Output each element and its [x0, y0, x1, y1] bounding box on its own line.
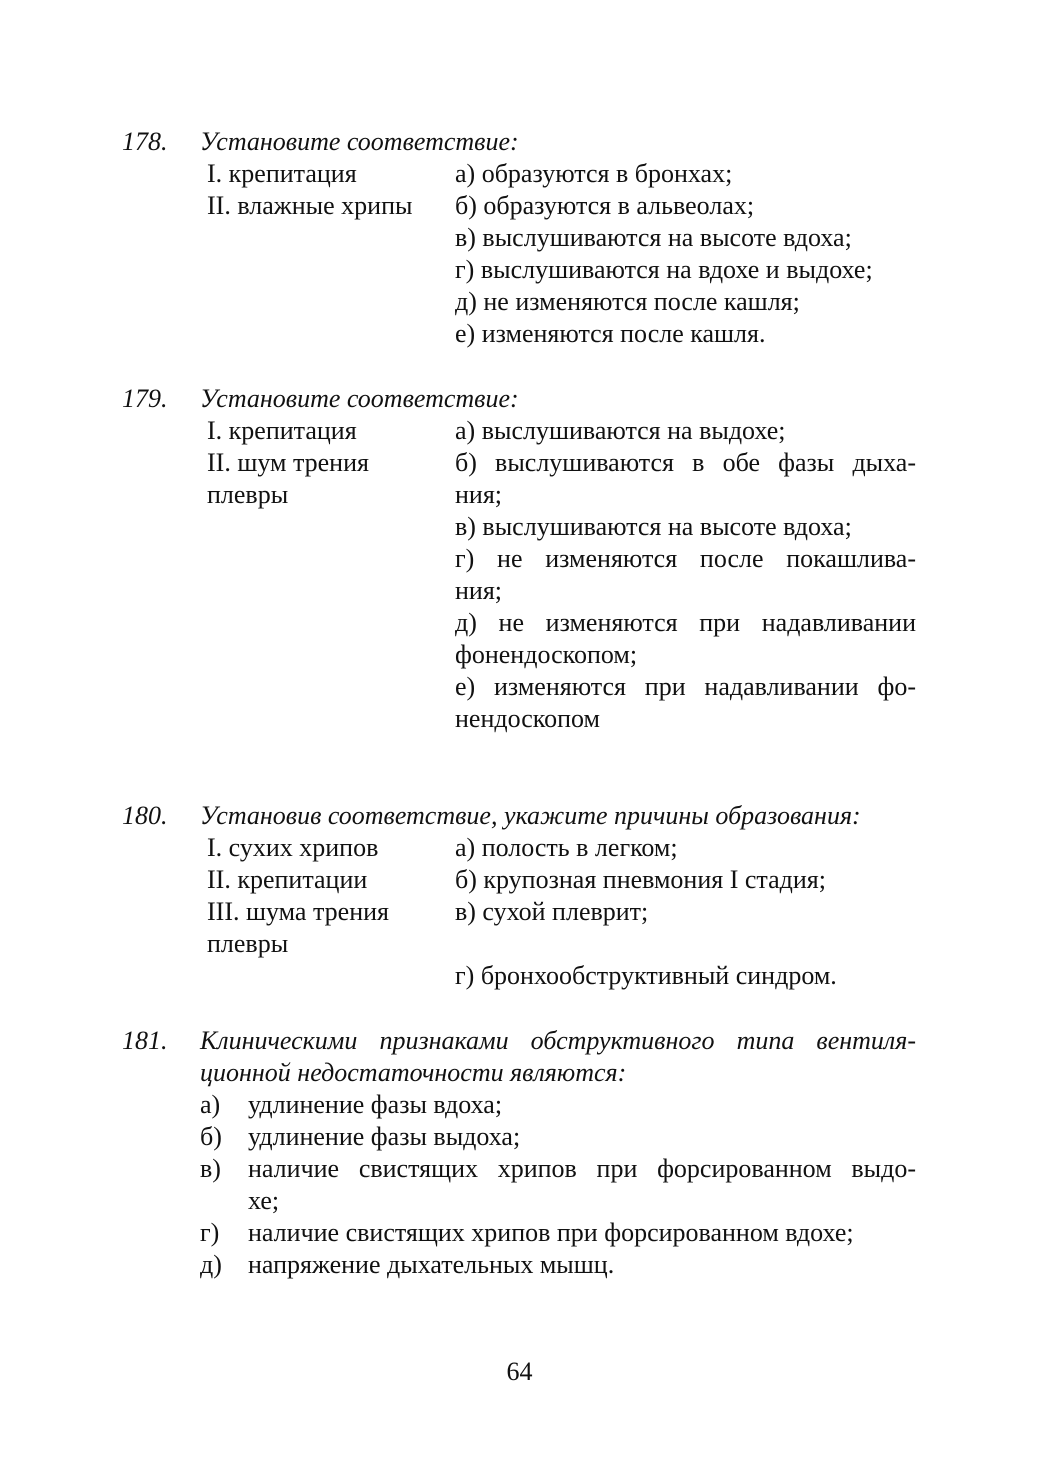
match-left-item: I. крепитация: [207, 416, 357, 445]
option-text: напряжение дыхательных мышц.: [248, 1250, 615, 1279]
option-label: в): [200, 1154, 221, 1183]
match-right-item: в) сухой плеврит;: [455, 897, 649, 926]
option-text: удлинение фазы выдоха;: [248, 1122, 521, 1151]
match-right-item: б) крупозная пневмония I стадия;: [455, 865, 826, 894]
match-right-item: а) образуются в бронхах;: [455, 159, 733, 188]
match-right-item: г) выслушиваются на вдохе и выдохе;: [455, 255, 873, 284]
match-right-item: е) изменяются после кашля.: [455, 319, 766, 348]
match-right-item: фонендоскопом;: [455, 640, 638, 669]
option-label: а): [200, 1090, 221, 1119]
match-right-item: в) выслушиваются на высоте вдоха;: [455, 512, 852, 541]
match-right-item: д) не изменяются после кашля;: [455, 287, 800, 316]
match-right-item: а) полость в легком;: [455, 833, 678, 862]
option-text: удлинение фазы вдоха;: [248, 1090, 503, 1119]
question-title: Установите соответствие:: [200, 384, 519, 413]
match-right-item: г) не изменяются после покашлива-: [455, 544, 916, 573]
match-right-item: а) выслушиваются на выдохе;: [455, 416, 786, 445]
match-left-item: I. сухих хрипов: [207, 833, 379, 862]
match-right-item: б) выслушиваются в обе фазы дыха-: [455, 448, 916, 477]
match-left-item: I. крепитация: [207, 159, 357, 188]
question-title: Установив соответствие, укажите причины образования:: [200, 801, 861, 830]
option-label: г): [200, 1218, 220, 1247]
match-right-item: е) изменяются при надавливании фо-: [455, 672, 916, 701]
match-right-item: д) не изменяются при надавливании: [455, 608, 916, 637]
option-text: наличие свистящих хрипов при форсированном выдо-: [248, 1154, 916, 1183]
question-title-line-1: Клиническими признаками обструктивного типа вентиля-: [200, 1026, 916, 1055]
match-right-item: ния;: [455, 576, 503, 605]
match-left-item: II. крепитации: [207, 865, 368, 894]
question-number: 180.: [122, 801, 168, 830]
match-right-item: г) бронхообструктивный синдром.: [455, 961, 837, 990]
match-right-item: б) образуются в альвеолах;: [455, 191, 755, 220]
question-title: Установите соответствие:: [200, 127, 519, 156]
page-number: 64: [506, 1357, 533, 1386]
match-right-item: в) выслушиваются на высоте вдоха;: [455, 223, 852, 252]
match-right-item: ния;: [455, 480, 503, 509]
question-number: 179.: [122, 384, 168, 413]
match-left-item: II. влажные хрипы: [207, 191, 413, 220]
match-left-item: III. шума трения: [207, 897, 389, 926]
option-text: хе;: [248, 1186, 280, 1215]
option-label: б): [200, 1122, 222, 1151]
match-left-item: плевры: [207, 480, 289, 509]
question-number: 181.: [122, 1026, 168, 1055]
match-right-item: нендоскопом: [455, 704, 600, 733]
option-text: наличие свистящих хрипов при форсированном вдохе;: [248, 1218, 854, 1247]
question-number: 178.: [122, 127, 168, 156]
match-left-item: плевры: [207, 929, 289, 958]
question-title-line-2: ционной недостаточности являются:: [200, 1058, 627, 1087]
match-left-item: II. шум трения: [207, 448, 369, 477]
option-label: д): [200, 1250, 222, 1279]
